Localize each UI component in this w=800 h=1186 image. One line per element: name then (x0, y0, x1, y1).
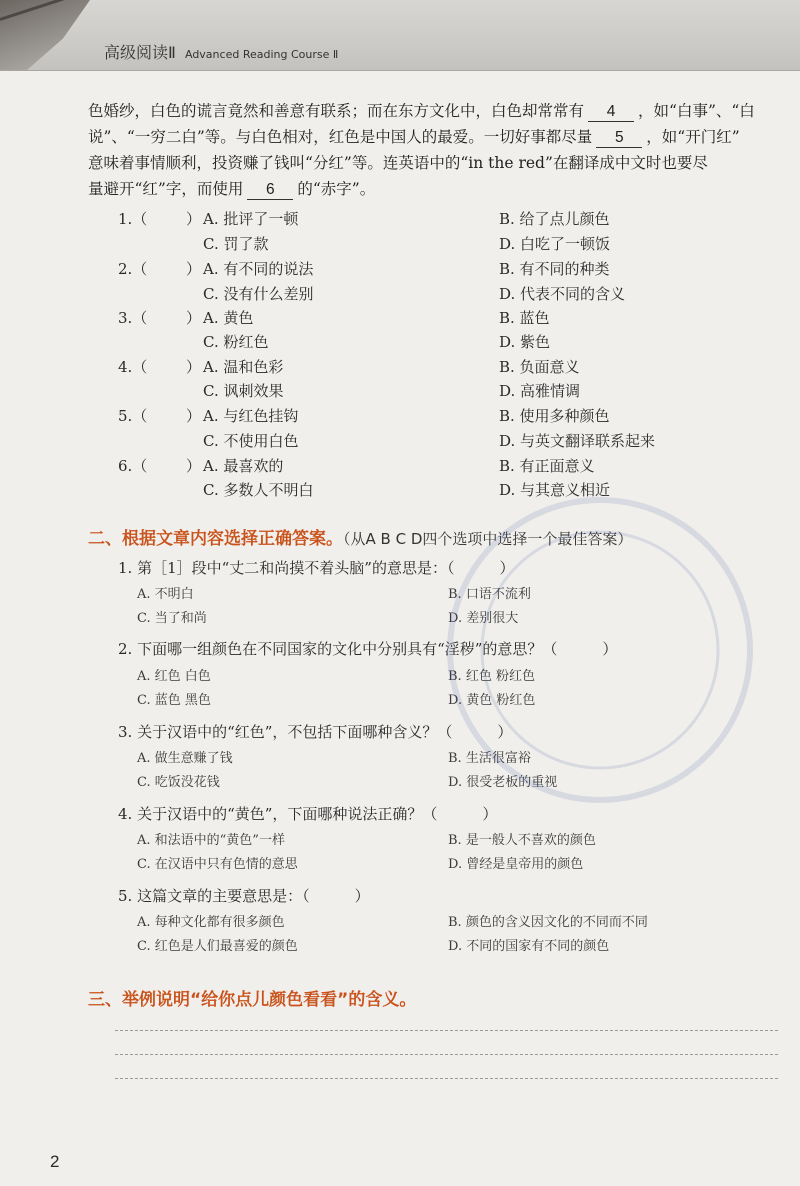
part1-q3-option-a[interactable]: A. 黄色 (203, 309, 254, 327)
part1-q6-option-b[interactable]: B. 有正面意义 (499, 457, 595, 475)
part1-q3-option-b[interactable]: B. 蓝色 (499, 309, 550, 327)
part1-q5-option-c[interactable]: C. 不使用白色 (203, 432, 299, 450)
part1-q6-number: 6.（ (118, 457, 148, 475)
blank-6: 6 (247, 181, 293, 200)
part1-q1-close: ） (186, 210, 202, 228)
part1-q5-option-b[interactable]: B. 使用多种颜色 (499, 407, 610, 425)
part2-q2-stem: 2. 下面哪一组颜色在不同国家的文化中分别具有“淫秽”的意思？（ ） (118, 640, 618, 658)
part1-q6-option-a[interactable]: A. 最喜欢的 (203, 457, 284, 475)
part1-q2-option-a[interactable]: A. 有不同的说法 (203, 260, 314, 278)
part2-q1-option-b[interactable]: B. 口语不流利 (448, 587, 531, 602)
part1-q5-number: 5.（ (118, 407, 148, 425)
part1-q4-number: 4.（ (118, 358, 148, 376)
part2-heading: 二、根据文章内容选择正确答案。（从A B C D四个选项中选择一个最佳答案） (88, 529, 633, 549)
part2-q1-stem: 1. 第［1］段中“丈二和尚摸不着头脑”的意思是：（ ） (118, 559, 515, 577)
part1-q5-option-a[interactable]: A. 与红色挂钩 (203, 407, 299, 425)
passage-line-3: 意味着事情顺利，投资赚了钱叫“分红”等。连英语中的“in the red”在翻译成中文时也要尽 (88, 154, 708, 172)
page-number: 2 (50, 1152, 60, 1171)
part2-q4-option-a[interactable]: A. 和法语中的“黄色”一样 (137, 833, 285, 848)
part1-q2-option-b[interactable]: B. 有不同的种类 (499, 260, 610, 278)
part1-q4-option-c[interactable]: C. 讽刺效果 (203, 382, 284, 400)
part2-q1-option-d[interactable]: D. 差别很大 (448, 611, 519, 626)
part2-q2-option-d[interactable]: D. 黄色 粉红色 (448, 693, 536, 708)
part1-q3-close: ） (186, 309, 202, 327)
part2-q5-option-b[interactable]: B. 颜色的含义因文化的不同而不同 (448, 915, 648, 930)
part2-q3-stem: 3. 关于汉语中的“红色”，不包括下面哪种含义？（ ） (118, 723, 513, 741)
passage-line-4: 量避开“红”字，而使用 6 的“赤字”。 (88, 180, 376, 198)
book-title-cn: 高级阅读Ⅱ (104, 43, 176, 62)
book-title (104, 40, 338, 63)
passage-line-1: 色婚纱，白色的谎言竟然和善意有联系；而在东方文化中，白色却常常有 4 ，如“白事”、“白 (88, 102, 755, 120)
part2-q3-option-d[interactable]: D. 很受老板的重视 (448, 775, 558, 790)
answer-line-3[interactable] (115, 1078, 778, 1079)
part2-q3-option-a[interactable]: A. 做生意赚了钱 (137, 751, 233, 766)
part2-q2-option-b[interactable]: B. 红色 粉红色 (448, 669, 535, 684)
part2-q5-option-a[interactable]: A. 每种文化都有很多颜色 (137, 915, 285, 930)
part2-q4-option-d[interactable]: D. 曾经是皇帝用的颜色 (448, 857, 584, 872)
blank-4: 4 (588, 103, 634, 122)
part1-q6-option-c[interactable]: C. 多数人不明白 (203, 481, 314, 499)
part2-q2-option-c[interactable]: C. 蓝色 黑色 (137, 693, 211, 708)
part1-q1-option-b[interactable]: B. 给了点儿颜色 (499, 210, 610, 228)
part1-q4-close: ） (186, 358, 202, 376)
roof-eave-image (0, 0, 90, 70)
book-title-en: Advanced Reading Course Ⅱ (184, 48, 339, 61)
part1-q3-option-c[interactable]: C. 粉红色 (203, 333, 269, 351)
answer-line-1[interactable] (115, 1030, 778, 1031)
part1-q2-number: 2.（ (118, 260, 148, 278)
part1-q5-close: ） (186, 407, 202, 425)
passage-text (88, 98, 800, 202)
part1-q1-option-c[interactable]: C. 罚了款 (203, 235, 269, 253)
part1-q6-close: ） (186, 457, 202, 475)
part1-q3-option-d[interactable]: D. 紫色 (499, 333, 551, 351)
part1-q2-close: ） (186, 260, 202, 278)
answer-line-2[interactable] (115, 1054, 778, 1055)
part2-q5-stem: 5. 这篇文章的主要意思是：（ ） (118, 887, 370, 905)
part2-q3-option-b[interactable]: B. 生活很富裕 (448, 751, 531, 766)
page-header (0, 0, 800, 71)
part2-q2-option-a[interactable]: A. 红色 白色 (137, 669, 211, 684)
part1-q5-option-d[interactable]: D. 与英文翻译联系起来 (499, 432, 656, 450)
part1-q1-option-a[interactable]: A. 批评了一顿 (203, 210, 299, 228)
part2-q5-option-d[interactable]: D. 不同的国家有不同的颜色 (448, 939, 610, 954)
part2-q4-option-b[interactable]: B. 是一般人不喜欢的颜色 (448, 833, 596, 848)
part2-q3-option-c[interactable]: C. 吃饭没花钱 (137, 775, 220, 790)
part2-q1-option-a[interactable]: A. 不明白 (137, 587, 194, 602)
part2-q4-option-c[interactable]: C. 在汉语中只有色情的意思 (137, 857, 298, 872)
part2-q5-option-c[interactable]: C. 红色是人们最喜爱的颜色 (137, 939, 298, 954)
part3-heading: 三、举例说明“给你点儿颜色看看”的含义。 (88, 990, 417, 1010)
part2-q1-option-c[interactable]: C. 当了和尚 (137, 611, 207, 626)
part1-q2-option-c[interactable]: C. 没有什么差别 (203, 285, 314, 303)
passage-line-2: 说”、“一穷二白”等。与白色相对，红色是中国人的最爱。一切好事都尽量 5 ，如“开门红” (88, 128, 740, 146)
part1-q4-option-b[interactable]: B. 负面意义 (499, 358, 580, 376)
part1-q1-option-d[interactable]: D. 白吃了一顿饭 (499, 235, 611, 253)
part2-instruction: （从A B C D四个选项中选择一个最佳答案） (343, 530, 633, 548)
part1-q2-option-d[interactable]: D. 代表不同的含义 (499, 285, 626, 303)
blank-5: 5 (596, 129, 642, 148)
part1-q6-option-d[interactable]: D. 与其意义相近 (499, 481, 611, 499)
part1-q4-option-d[interactable]: D. 高雅情调 (499, 382, 581, 400)
part1-q4-option-a[interactable]: A. 温和色彩 (203, 358, 284, 376)
part1-q1-number: 1.（ (118, 210, 148, 228)
part1-q3-number: 3.（ (118, 309, 148, 327)
part2-q4-stem: 4. 关于汉语中的“黄色”，下面哪种说法正确？（ ） (118, 805, 498, 823)
